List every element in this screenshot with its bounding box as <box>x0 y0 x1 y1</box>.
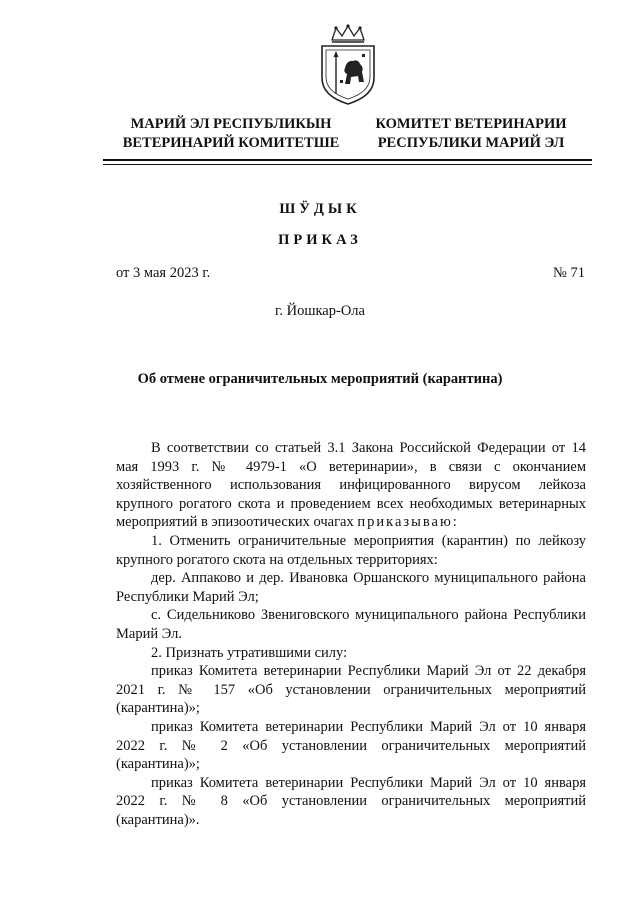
org-name-russian-line1: КОМИТЕТ ВЕТЕРИНАРИИ <box>375 116 567 132</box>
order-word: приказываю: <box>357 514 459 531</box>
document-date: от 3 мая 2023 г. <box>116 265 211 281</box>
header-divider-thin <box>103 164 592 165</box>
org-name-russian <box>365 115 577 153</box>
body-item-1b: с. Сидельниково Звениговского муниципального района Республики Марий Эл. <box>116 607 586 642</box>
body-item-2c: приказ Комитета ветеринарии Республики Марий Эл от 10 января 2022 г. № 8 «Об установлении ограничительных мероприятий (карантина)». <box>116 774 586 828</box>
header-divider-thick <box>103 159 592 161</box>
body-item-2: 2. Признать утратившими силу: <box>151 644 348 661</box>
document-number: № 71 <box>553 265 585 281</box>
body-item-2a: приказ Комитета ветеринарии Республики Марий Эл от 22 декабря 2021 г. № 157 «Об установлении ограничительных мероприятий (карантина)»; <box>116 663 586 717</box>
document-subject: Об отмене ограничительных мероприятий (карантина) <box>137 371 503 387</box>
document-type-mari: ШӰДЫК <box>279 201 361 217</box>
coat-of-arms-icon <box>318 24 378 106</box>
document-type-russian: ПРИКАЗ <box>278 232 362 248</box>
body-intro-text: В соответствии со статьей 3.1 Закона Российской Федерации от 14 мая 1993 г. № 4979-1 «О ветеринарии», в связи с окончанием хозяйственного использования инфицированного вирусом лейкоза крупного рогатого скота и проведением всех необходимых ветеринарных мероприятий в эпизоотических очагах <box>116 440 586 531</box>
body-intro-paragraph <box>116 439 586 532</box>
body-item-1: 1. Отменить ограничительные мероприятия (карантин) по лейкозу крупного рогатого скота на отдельных территориях: <box>116 532 586 568</box>
org-name-russian-line2: РЕСПУБЛИКИ МАРИЙ ЭЛ <box>377 135 565 151</box>
org-name-mari-line2: ВЕТЕРИНАРИЙ КОМИТЕТШЕ <box>122 135 340 151</box>
body-item-1a: дер. Аппаково и дер. Ивановка Оршанского муниципального района Республики Марий Эл; <box>116 570 586 605</box>
org-name-mari <box>100 115 362 153</box>
org-name-mari-line1: МАРИЙ ЭЛ РЕСПУБЛИКЫН <box>130 116 332 132</box>
body-item-2b: приказ Комитета ветеринарии Республики Марий Эл от 10 января 2022 г. № 2 «Об установлении ограничительных мероприятий (карантина)»; <box>116 718 586 773</box>
document-city: г. Йошкар-Ола <box>275 303 365 319</box>
document-body <box>116 439 586 829</box>
